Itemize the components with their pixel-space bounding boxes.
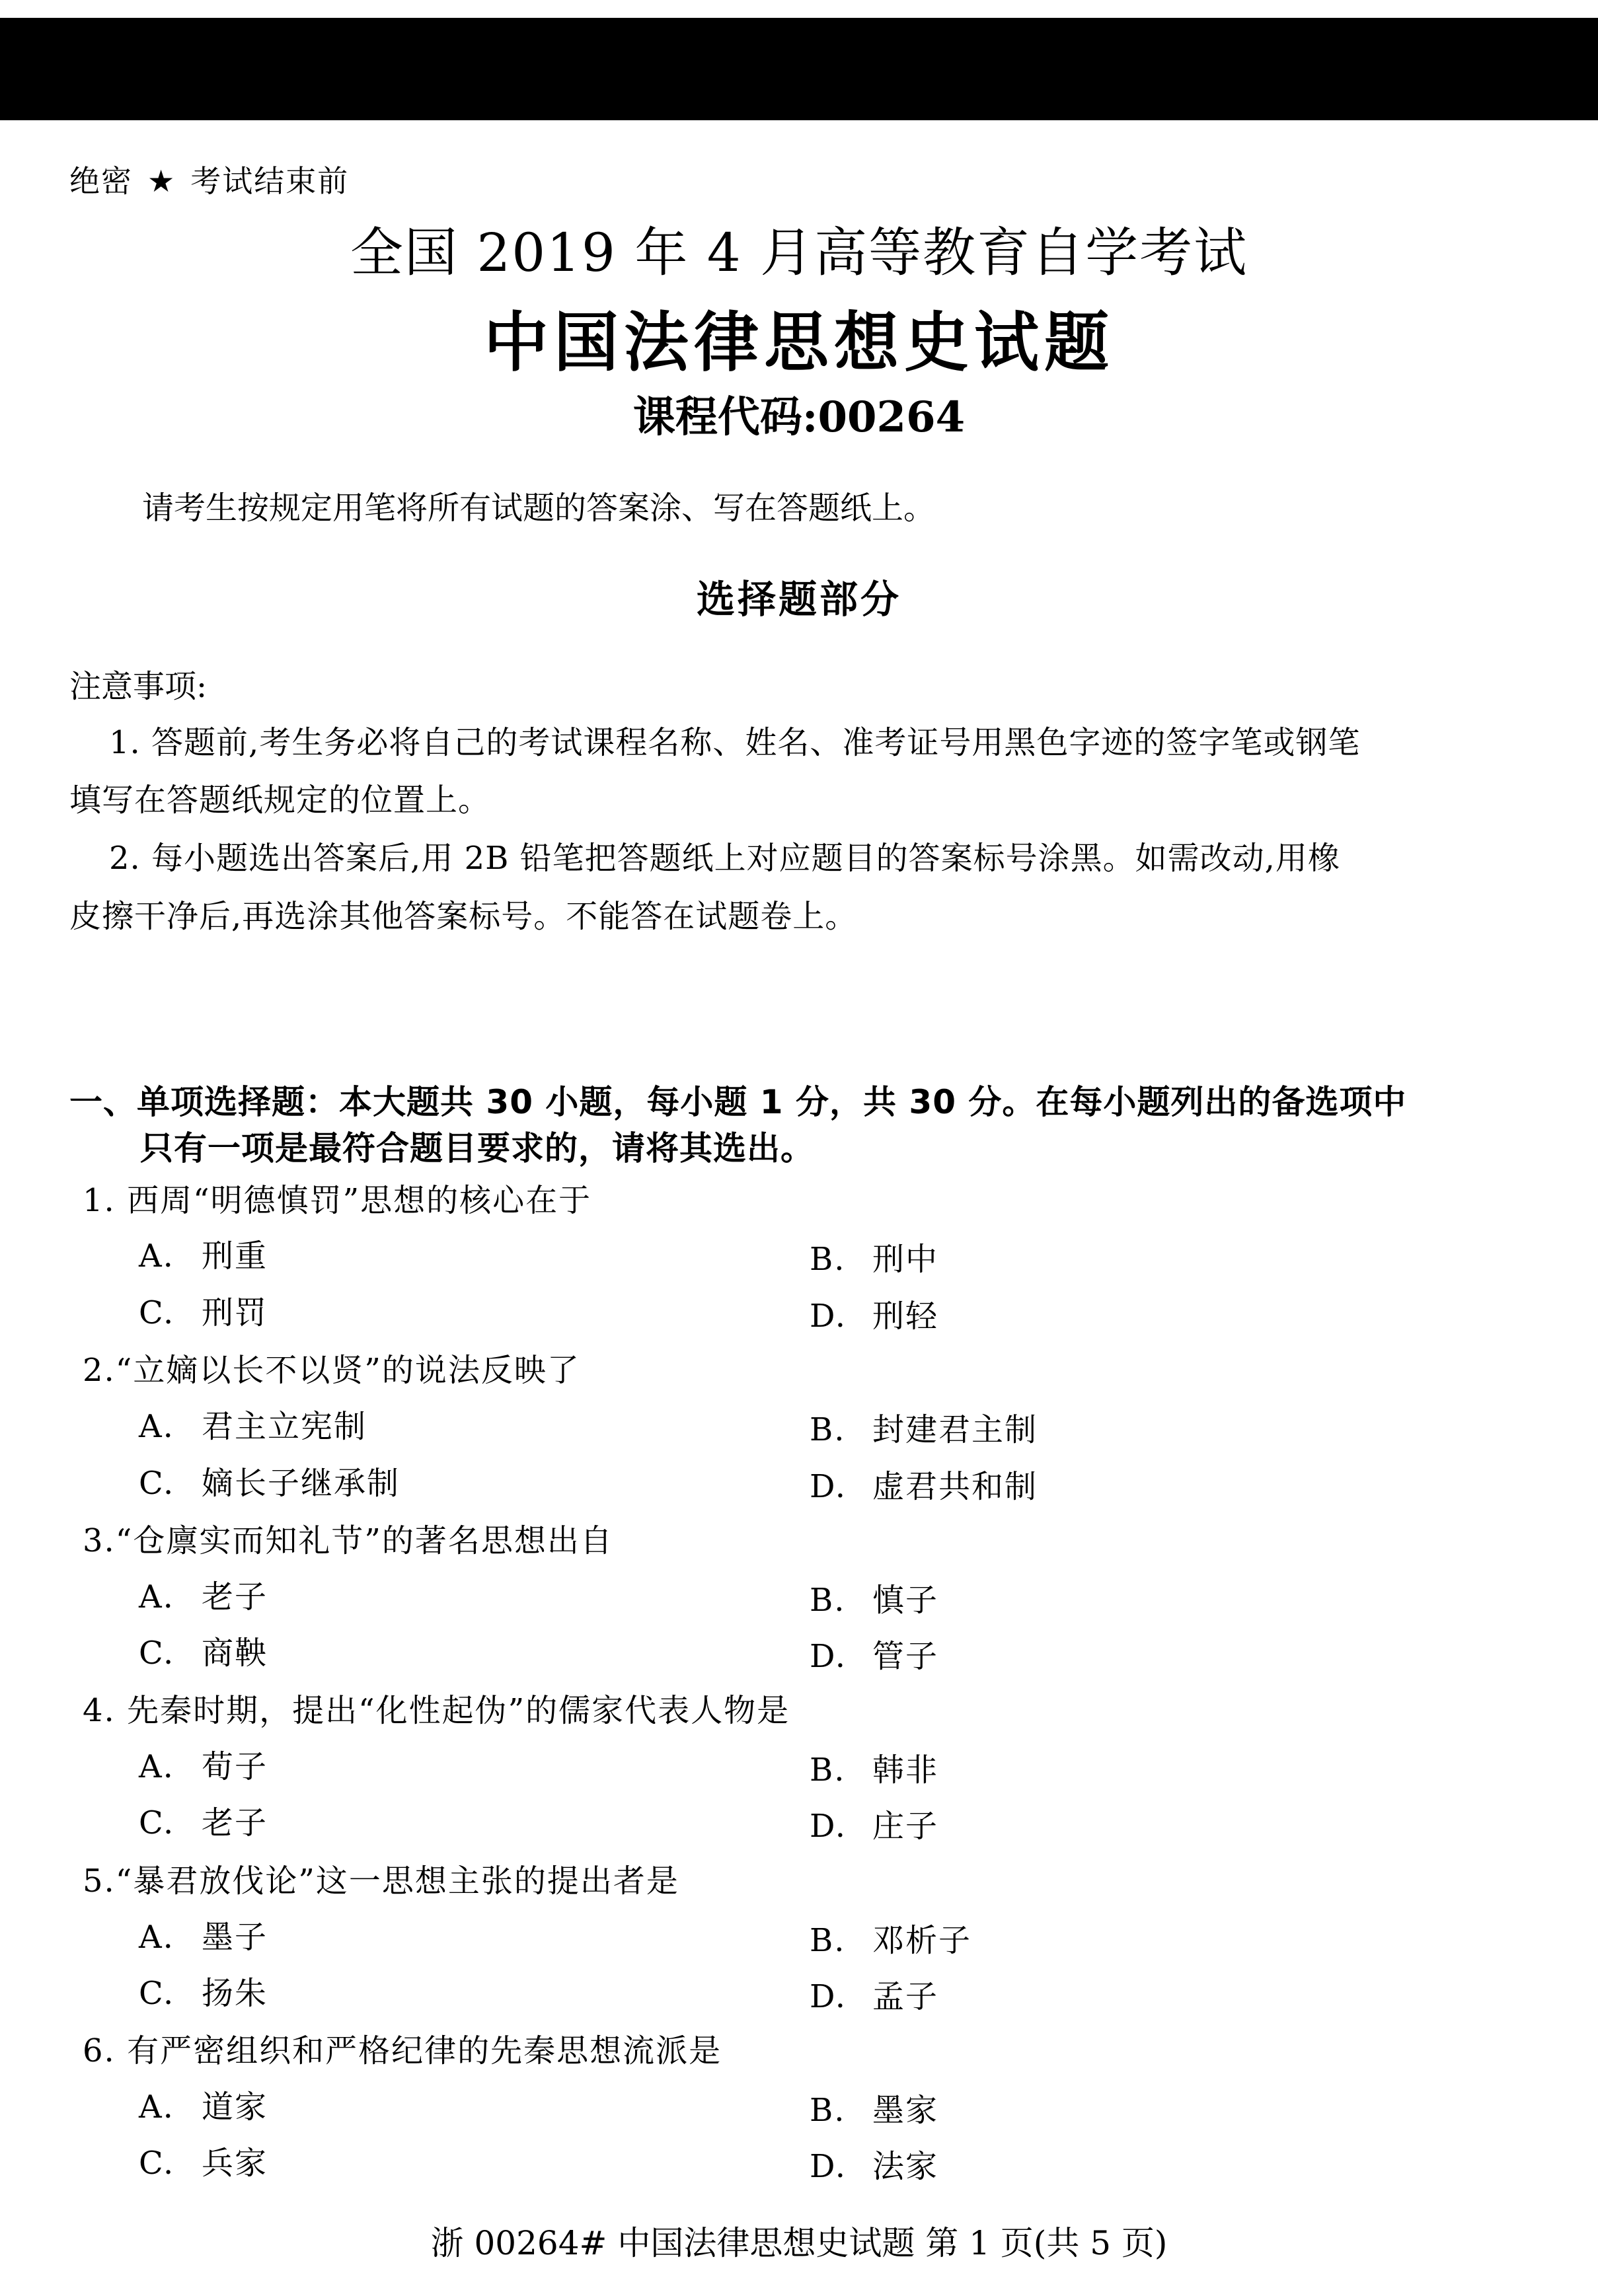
note-1-line-1: 1. 答题前,考生务必将自己的考试课程名称、姓名、准考证号用黑色字迹的签字笔或钢笔 xyxy=(109,724,1361,761)
q3-option-a[interactable]: A. 老子 xyxy=(139,1578,268,1615)
question-stem: 先秦时期，提出“化性起伪”的儒家代表人物是 xyxy=(127,1692,790,1729)
section-heading: 选择题部分 xyxy=(696,577,901,622)
note-2-line-2: 皮擦干净后,再选涂其他答案标号。不能答在试题卷上。 xyxy=(69,898,858,935)
question-stem: “暴君放伐论”这一思想主张的提出者是 xyxy=(115,1863,679,1900)
q5-option-d[interactable]: D. 孟子 xyxy=(810,1978,939,2015)
q4-option-a[interactable]: A. 荀子 xyxy=(139,1748,268,1785)
subject-title: 中国法律思想史试题 xyxy=(483,305,1114,381)
q3-option-b[interactable]: B. 慎子 xyxy=(810,1582,939,1619)
confidentiality-label xyxy=(69,157,349,201)
question-6 xyxy=(83,2025,722,2071)
q2-option-c[interactable]: C. 嫡长子继承制 xyxy=(139,1465,400,1502)
q6-option-d[interactable]: D. 法家 xyxy=(810,2148,939,2185)
q3-option-c[interactable]: C. 商鞅 xyxy=(139,1635,268,1672)
question-stem: “仓廪实而知礼节”的著名思想出自 xyxy=(115,1522,613,1559)
q6-option-a[interactable]: A. 道家 xyxy=(139,2089,268,2126)
confidential-text: 绝密 xyxy=(69,163,133,199)
exam-title: 全国 2019 年 4 月高等教育自学考试 xyxy=(350,222,1248,283)
q4-option-d[interactable]: D. 庄子 xyxy=(810,1808,939,1845)
course-code: 课程代码:00264 xyxy=(632,392,966,442)
question-stem: “立嫡以长不以贤”的说法反映了 xyxy=(115,1352,580,1389)
q3-option-d[interactable]: D. 管子 xyxy=(810,1638,939,1675)
q1-option-a[interactable]: A. 刑重 xyxy=(139,1238,268,1275)
q1-option-c[interactable]: C. 刑罚 xyxy=(139,1294,268,1331)
question-1 xyxy=(83,1175,591,1220)
q1-option-d[interactable]: D. 刑轻 xyxy=(810,1298,939,1335)
question-3 xyxy=(83,1515,613,1561)
q1-option-b[interactable]: B. 刑中 xyxy=(810,1241,939,1278)
question-number: 6. xyxy=(83,2032,116,2069)
notes-label: 注意事项: xyxy=(69,668,208,705)
q2-option-a[interactable]: A. 君主立宪制 xyxy=(139,1408,367,1445)
question-number: 2. xyxy=(83,1352,116,1389)
question-number: 3. xyxy=(83,1522,116,1559)
question-4 xyxy=(83,1685,790,1730)
q5-option-c[interactable]: C. 扬朱 xyxy=(139,1975,268,2012)
scan-redaction-bar xyxy=(0,18,1598,120)
part-one-heading-line-2: 只有一项是最符合题目要求的，请将其选出。 xyxy=(140,1129,814,1167)
q2-option-d[interactable]: D. 虚君共和制 xyxy=(810,1468,1038,1505)
q2-option-b[interactable]: B. 封建君主制 xyxy=(810,1411,1038,1448)
q4-option-c[interactable]: C. 老子 xyxy=(139,1804,268,1841)
star-icon: ★ xyxy=(147,163,176,199)
question-number: 5. xyxy=(83,1863,116,1900)
note-1-line-2: 填写在答题纸规定的位置上。 xyxy=(69,782,491,819)
page-footer: 浙 00264# 中国法律思想史试题 第 1 页(共 5 页) xyxy=(430,2224,1168,2262)
question-2 xyxy=(83,1345,580,1390)
q5-option-a[interactable]: A. 墨子 xyxy=(139,1919,268,1956)
q4-option-b[interactable]: B. 韩非 xyxy=(810,1752,939,1789)
question-stem: 西周“明德慎罚”思想的核心在于 xyxy=(127,1182,592,1219)
q6-option-c[interactable]: C. 兵家 xyxy=(139,2145,268,2182)
q5-option-b[interactable]: B. 邓析子 xyxy=(810,1922,972,1959)
note-2-line-1: 2. 每小题选出答案后,用 2B 铅笔把答题纸上对应题目的答案标号涂黑。如需改动,用橡 xyxy=(109,840,1340,877)
q6-option-b[interactable]: B. 墨家 xyxy=(810,2092,939,2129)
question-stem: 有严密组织和严格纪律的先秦思想流派是 xyxy=(127,2032,722,2069)
question-number: 1. xyxy=(83,1182,116,1219)
general-instruction: 请考生按规定用笔将所有试题的答案涂、写在答题纸上。 xyxy=(142,490,936,527)
part-one-heading-line-1: 一、单项选择题：本大题共 30 小题，每小题 1 分，共 30 分。在每小题列出的备选项中 xyxy=(69,1083,1407,1121)
confidential-suffix: 考试结束前 xyxy=(190,163,350,199)
question-number: 4. xyxy=(83,1692,116,1729)
question-5 xyxy=(83,1855,679,1901)
